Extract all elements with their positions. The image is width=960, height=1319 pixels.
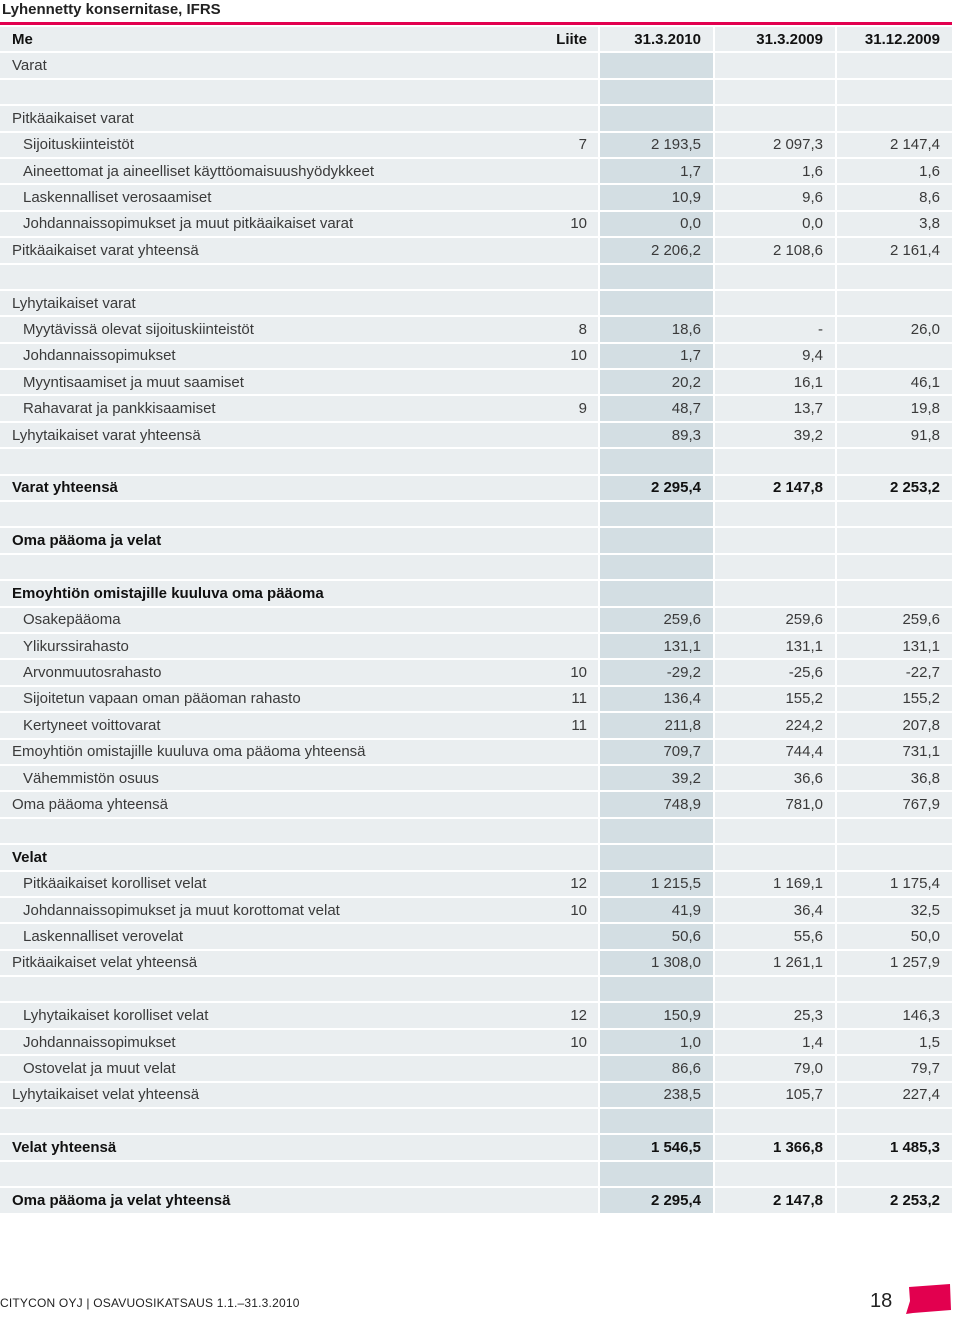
row-label: Velat	[0, 845, 540, 869]
row-value-2010: 0,0	[598, 212, 715, 236]
table-row	[0, 1162, 952, 1186]
row-label: Lyhytaikaiset korolliset velat	[0, 1003, 540, 1027]
row-value-2009q1: 9,6	[715, 185, 835, 209]
row-value-2010: 1 308,0	[598, 951, 715, 975]
row-value-2010: 1,7	[598, 344, 715, 368]
table-row	[0, 1135, 952, 1159]
row-value-2009q1	[715, 106, 835, 130]
row-value-2010: 10,9	[598, 185, 715, 209]
row-value-2009	[835, 528, 952, 552]
table-row	[0, 396, 952, 420]
row-label: Johdannaissopimukset ja muut pitkäaikaiset varat	[0, 212, 540, 236]
row-value-2009q1: 2 108,6	[715, 238, 835, 262]
row-value-2010	[598, 977, 715, 1001]
row-value-2009q1: 2 147,8	[715, 476, 835, 500]
table-row	[0, 133, 952, 157]
row-value-2010: 259,6	[598, 608, 715, 632]
table-row	[0, 212, 952, 236]
row-label: Myytävissä olevat sijoituskiinteistöt	[0, 317, 540, 341]
table-row	[0, 370, 952, 394]
table-row	[0, 819, 952, 843]
row-label: Osakepääoma	[0, 608, 540, 632]
row-value-2009: 19,8	[835, 396, 952, 420]
table-row	[0, 898, 952, 922]
row-value-2009q1: 259,6	[715, 608, 835, 632]
row-value-2009q1: 781,0	[715, 792, 835, 816]
table-row	[0, 740, 952, 764]
row-label: Velat yhteensä	[0, 1135, 540, 1159]
table-row	[0, 792, 952, 816]
row-label: Pitkäaikaiset korolliset velat	[0, 872, 540, 896]
row-label: Johdannaissopimukset	[0, 1030, 540, 1054]
row-value-2009: 91,8	[835, 423, 952, 447]
row-value-2009q1: 155,2	[715, 687, 835, 711]
row-note	[540, 766, 598, 790]
row-label	[0, 1162, 540, 1186]
row-value-2010: 211,8	[598, 713, 715, 737]
row-note: 11	[540, 713, 598, 737]
row-value-2009q1	[715, 555, 835, 579]
row-value-2009q1: 0,0	[715, 212, 835, 236]
row-value-2009: 2 253,2	[835, 476, 952, 500]
row-value-2009q1: 25,3	[715, 1003, 835, 1027]
row-value-2009q1: 79,0	[715, 1056, 835, 1080]
table-row	[0, 845, 952, 869]
row-note	[540, 528, 598, 552]
row-note	[540, 1135, 598, 1159]
table-row	[0, 159, 952, 183]
row-value-2010: 1 215,5	[598, 872, 715, 896]
row-value-2010	[598, 53, 715, 77]
table-row	[0, 977, 952, 1001]
row-note	[540, 977, 598, 1001]
row-label: Varat yhteensä	[0, 476, 540, 500]
row-value-2010	[598, 555, 715, 579]
row-value-2009: 1,5	[835, 1030, 952, 1054]
row-label: Johdannaissopimukset	[0, 344, 540, 368]
row-note	[540, 581, 598, 605]
row-label: Pitkäaikaiset velat yhteensä	[0, 951, 540, 975]
table-row	[0, 660, 952, 684]
row-value-2010	[598, 528, 715, 552]
row-value-2009q1: 2 147,8	[715, 1188, 835, 1212]
row-label: Kertyneet voittovarat	[0, 713, 540, 737]
row-value-2010: 89,3	[598, 423, 715, 447]
row-label	[0, 1109, 540, 1133]
row-value-2009q1: 55,6	[715, 924, 835, 948]
row-note	[540, 291, 598, 315]
row-value-2009q1	[715, 819, 835, 843]
row-value-2010: 2 206,2	[598, 238, 715, 262]
citycon-logo-icon	[904, 1283, 952, 1315]
row-value-2009: 1 485,3	[835, 1135, 952, 1159]
row-label: Sijoitetun vapaan oman pääoman rahasto	[0, 687, 540, 711]
table-row	[0, 53, 952, 77]
row-label: Varat	[0, 53, 540, 77]
table-row	[0, 1188, 952, 1212]
row-value-2009q1	[715, 265, 835, 289]
row-note	[540, 159, 598, 183]
row-value-2010	[598, 80, 715, 104]
row-value-2009	[835, 845, 952, 869]
row-label: Aineettomat ja aineelliset käyttöomaisuushyödykkeet	[0, 159, 540, 183]
row-label	[0, 555, 540, 579]
row-value-2009q1	[715, 977, 835, 1001]
row-value-2009: 767,9	[835, 792, 952, 816]
row-value-2010	[598, 845, 715, 869]
row-note: 9	[540, 396, 598, 420]
row-note: 10	[540, 660, 598, 684]
row-label: Oma pääoma ja velat	[0, 528, 540, 552]
row-value-2010: -29,2	[598, 660, 715, 684]
row-value-2010: 1,0	[598, 1030, 715, 1054]
row-value-2010: 20,2	[598, 370, 715, 394]
row-label: Myyntisaamiset ja muut saamiset	[0, 370, 540, 394]
row-note	[540, 740, 598, 764]
table-row	[0, 238, 952, 262]
table-row	[0, 449, 952, 473]
row-value-2010: 2 295,4	[598, 476, 715, 500]
row-value-2009q1: 9,4	[715, 344, 835, 368]
row-note	[540, 634, 598, 658]
row-note	[540, 449, 598, 473]
row-value-2009: 227,4	[835, 1083, 952, 1107]
row-value-2009	[835, 977, 952, 1001]
row-label: Rahavarat ja pankkisaamiset	[0, 396, 540, 420]
row-note: 8	[540, 317, 598, 341]
row-value-2010	[598, 581, 715, 605]
table-row	[0, 317, 952, 341]
row-label: Oma pääoma yhteensä	[0, 792, 540, 816]
row-note	[540, 1056, 598, 1080]
row-value-2009q1: 13,7	[715, 396, 835, 420]
row-note	[540, 370, 598, 394]
page-title: Lyhennetty konsernitase, IFRS	[2, 1, 221, 18]
row-value-2009q1: 1 261,1	[715, 951, 835, 975]
row-value-2010: 86,6	[598, 1056, 715, 1080]
row-value-2009q1: 105,7	[715, 1083, 835, 1107]
row-label: Sijoituskiinteistöt	[0, 133, 540, 157]
row-note	[540, 185, 598, 209]
row-note	[540, 423, 598, 447]
row-value-2009	[835, 1109, 952, 1133]
table-row	[0, 291, 952, 315]
row-value-2010	[598, 291, 715, 315]
row-value-2010	[598, 449, 715, 473]
table-row	[0, 634, 952, 658]
row-value-2009q1	[715, 1162, 835, 1186]
table-row	[0, 344, 952, 368]
row-value-2009q1: 39,2	[715, 423, 835, 447]
row-value-2009: 3,8	[835, 212, 952, 236]
row-label: Laskennalliset verosaamiset	[0, 185, 540, 209]
row-label: Laskennalliset verovelat	[0, 924, 540, 948]
row-value-2009q1	[715, 845, 835, 869]
row-value-2009q1: 224,2	[715, 713, 835, 737]
row-label: Ostovelat ja muut velat	[0, 1056, 540, 1080]
row-label: Arvonmuutosrahasto	[0, 660, 540, 684]
row-value-2009q1	[715, 53, 835, 77]
row-label: Ylikurssirahasto	[0, 634, 540, 658]
row-value-2009q1: -	[715, 317, 835, 341]
row-note: 10	[540, 898, 598, 922]
row-value-2010	[598, 265, 715, 289]
table-row	[0, 1003, 952, 1027]
row-value-2009	[835, 53, 952, 77]
row-value-2010: 1 546,5	[598, 1135, 715, 1159]
row-value-2009: 131,1	[835, 634, 952, 658]
table-row	[0, 528, 952, 552]
table-row	[0, 1030, 952, 1054]
row-note	[540, 608, 598, 632]
row-value-2010	[598, 502, 715, 526]
row-value-2009q1	[715, 80, 835, 104]
row-value-2010: 1,7	[598, 159, 715, 183]
table-row	[0, 1109, 952, 1133]
table-row	[0, 265, 952, 289]
row-note	[540, 265, 598, 289]
row-note	[540, 819, 598, 843]
row-note	[540, 1109, 598, 1133]
row-value-2010: 136,4	[598, 687, 715, 711]
row-value-2009	[835, 80, 952, 104]
row-note	[540, 53, 598, 77]
row-note: 10	[540, 212, 598, 236]
table-header-row	[0, 27, 952, 51]
row-value-2010: 748,9	[598, 792, 715, 816]
row-value-2009: 26,0	[835, 317, 952, 341]
row-value-2010: 50,6	[598, 924, 715, 948]
row-note	[540, 106, 598, 130]
row-value-2009: 8,6	[835, 185, 952, 209]
row-value-2010: 18,6	[598, 317, 715, 341]
row-value-2009: 36,8	[835, 766, 952, 790]
table-row	[0, 766, 952, 790]
header-col-2009: 31.12.2009	[835, 27, 952, 51]
table-row	[0, 80, 952, 104]
row-note	[540, 502, 598, 526]
table-row	[0, 502, 952, 526]
balance-sheet-table	[0, 25, 952, 1215]
row-value-2009q1	[715, 528, 835, 552]
row-value-2009: 79,7	[835, 1056, 952, 1080]
table-row	[0, 555, 952, 579]
row-note: 12	[540, 1003, 598, 1027]
row-note: 12	[540, 872, 598, 896]
row-label: Oma pääoma ja velat yhteensä	[0, 1188, 540, 1212]
row-value-2009: 2 147,4	[835, 133, 952, 157]
row-label	[0, 502, 540, 526]
row-value-2009	[835, 106, 952, 130]
row-value-2009q1: 1,6	[715, 159, 835, 183]
row-value-2009q1: 1 169,1	[715, 872, 835, 896]
row-value-2009	[835, 449, 952, 473]
row-value-2009	[835, 581, 952, 605]
row-value-2009q1: 1,4	[715, 1030, 835, 1054]
row-note	[540, 792, 598, 816]
table-row	[0, 951, 952, 975]
header-label: Me	[0, 27, 540, 51]
row-label	[0, 80, 540, 104]
row-value-2009	[835, 291, 952, 315]
row-value-2009: 207,8	[835, 713, 952, 737]
page-number: 18	[870, 1290, 893, 1312]
row-value-2010	[598, 106, 715, 130]
row-label: Lyhytaikaiset varat yhteensä	[0, 423, 540, 447]
row-note	[540, 238, 598, 262]
row-note	[540, 1162, 598, 1186]
row-value-2009q1: 2 097,3	[715, 133, 835, 157]
row-note	[540, 1188, 598, 1212]
row-value-2010: 131,1	[598, 634, 715, 658]
row-value-2009: 1 257,9	[835, 951, 952, 975]
row-value-2009	[835, 344, 952, 368]
row-value-2010: 48,7	[598, 396, 715, 420]
row-label: Pitkäaikaiset varat	[0, 106, 540, 130]
row-label: Pitkäaikaiset varat yhteensä	[0, 238, 540, 262]
row-value-2009: 731,1	[835, 740, 952, 764]
row-value-2010: 2 295,4	[598, 1188, 715, 1212]
row-value-2009q1: 16,1	[715, 370, 835, 394]
table-row	[0, 476, 952, 500]
row-value-2010: 41,9	[598, 898, 715, 922]
row-label: Emoyhtiön omistajille kuuluva oma pääoma	[0, 581, 540, 605]
row-label: Emoyhtiön omistajille kuuluva oma pääoma yhteensä	[0, 740, 540, 764]
row-value-2009q1	[715, 1109, 835, 1133]
row-value-2009q1: 36,4	[715, 898, 835, 922]
row-value-2009	[835, 265, 952, 289]
row-value-2009	[835, 819, 952, 843]
row-value-2010: 2 193,5	[598, 133, 715, 157]
header-col-2010: 31.3.2010	[598, 27, 715, 51]
row-note: 10	[540, 1030, 598, 1054]
row-label: Vähemmistön osuus	[0, 766, 540, 790]
row-note	[540, 951, 598, 975]
table-row	[0, 687, 952, 711]
row-value-2009: 155,2	[835, 687, 952, 711]
row-note: 11	[540, 687, 598, 711]
row-value-2010	[598, 1109, 715, 1133]
row-label	[0, 977, 540, 1001]
row-value-2009q1: 36,6	[715, 766, 835, 790]
row-value-2009: 50,0	[835, 924, 952, 948]
row-value-2009: -22,7	[835, 660, 952, 684]
row-value-2009: 46,1	[835, 370, 952, 394]
row-value-2010: 709,7	[598, 740, 715, 764]
row-note	[540, 476, 598, 500]
table-row	[0, 608, 952, 632]
row-value-2009q1	[715, 291, 835, 315]
row-label: Lyhytaikaiset velat yhteensä	[0, 1083, 540, 1107]
table-row	[0, 872, 952, 896]
row-value-2010	[598, 819, 715, 843]
row-value-2009q1	[715, 581, 835, 605]
row-value-2009: 2 161,4	[835, 238, 952, 262]
row-value-2009q1	[715, 502, 835, 526]
row-label	[0, 819, 540, 843]
table-row	[0, 185, 952, 209]
row-note	[540, 80, 598, 104]
table-row	[0, 713, 952, 737]
row-value-2009q1: 131,1	[715, 634, 835, 658]
header-col-2009q1: 31.3.2009	[715, 27, 835, 51]
row-value-2009q1: -25,6	[715, 660, 835, 684]
table-row	[0, 1056, 952, 1080]
row-value-2010: 238,5	[598, 1083, 715, 1107]
table-row	[0, 106, 952, 130]
row-label: Lyhytaikaiset varat	[0, 291, 540, 315]
row-note	[540, 845, 598, 869]
row-value-2009q1	[715, 449, 835, 473]
row-value-2009q1: 744,4	[715, 740, 835, 764]
table-row	[0, 924, 952, 948]
row-value-2009	[835, 1162, 952, 1186]
row-value-2009q1: 1 366,8	[715, 1135, 835, 1159]
row-value-2009: 1,6	[835, 159, 952, 183]
row-value-2009: 1 175,4	[835, 872, 952, 896]
row-value-2010	[598, 1162, 715, 1186]
row-note: 10	[540, 344, 598, 368]
row-value-2009: 146,3	[835, 1003, 952, 1027]
row-value-2010: 39,2	[598, 766, 715, 790]
row-value-2009: 32,5	[835, 898, 952, 922]
row-value-2009: 259,6	[835, 608, 952, 632]
table-row	[0, 423, 952, 447]
row-value-2010: 150,9	[598, 1003, 715, 1027]
row-note	[540, 555, 598, 579]
row-label	[0, 449, 540, 473]
row-label	[0, 265, 540, 289]
row-value-2009: 2 253,2	[835, 1188, 952, 1212]
row-label: Johdannaissopimukset ja muut korottomat velat	[0, 898, 540, 922]
row-value-2009	[835, 555, 952, 579]
row-note	[540, 924, 598, 948]
row-value-2009	[835, 502, 952, 526]
header-liite: Liite	[540, 27, 598, 51]
footer-text: CITYCON OYJ | OSAVUOSIKATSAUS 1.1.–31.3.2010	[0, 1296, 300, 1310]
table-row	[0, 581, 952, 605]
row-note	[540, 1083, 598, 1107]
row-note: 7	[540, 133, 598, 157]
table-row	[0, 1083, 952, 1107]
